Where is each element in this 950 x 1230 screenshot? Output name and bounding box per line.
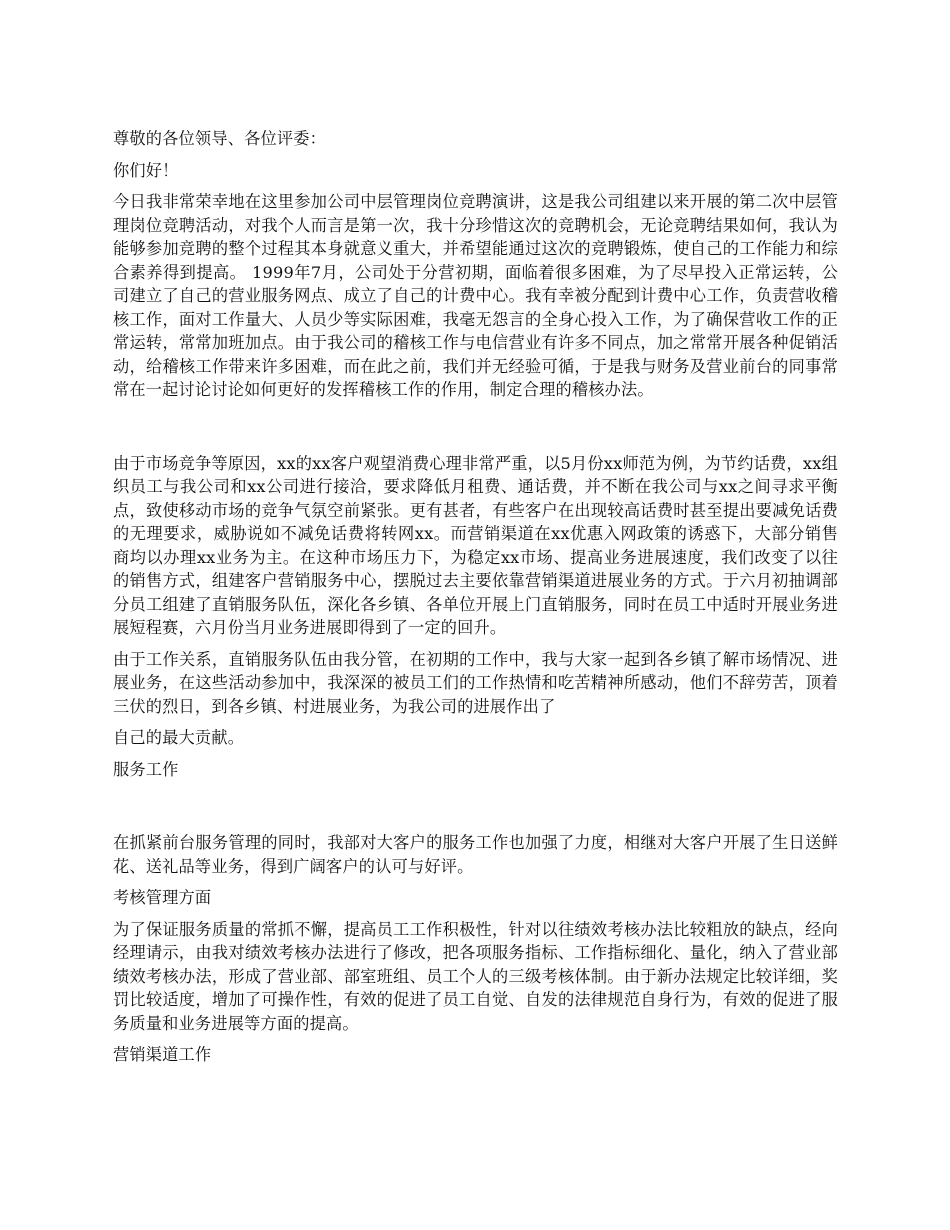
- paragraph-assessment: 为了保证服务质量的常抓不懈，提高员工工作积极性，针对以往绩效考核办法比较粗放的缺点，经向经理请示，由我对绩效考核办法进行了修改，把各项服务指标、工作指标细化、量化，纳入了营业部绩效考核办法，形成了营业部、部室班组、员工个人的三级考核体制。由于新办法规定比较详细，奖罚比较适度，增加了可操作性，有效的促进了员工自觉、自发的法律规范自身行为，有效的促进了服务质量和业务进展等方面的提高。: [113, 919, 838, 1033]
- paragraph-contribution: 自己的最大贡献。: [113, 728, 245, 747]
- paragraph-intro: 今日我非常荣幸地在这里参加公司中层管理岗位竞聘演讲，这是我公司组建以来开展的第二次中层管理岗位竞聘活动，对我个人而言是第一次，我十分珍惜这次的竞聘机会，无论竞聘结果如何，我认为能够参加竞聘的整个过程其本身就意义重大，并希望能通过这次的竞聘锻炼，使自己的工作能力和综合素养得到提高。 1999年7月，公司处于分营初期，面临着很多困难，为了尽早投入正常运转，公司建立了自己的营业服务网点、成立了自己的计费中心。我有幸被分配到计费中心工作，负责营收稽核工作，面对工作量大、人员少等实际困难，我毫无怨言的全身心投入工作，为了确保营收工作的正常运转，常常加班加点。由于我公司的稽核工作与电信营业有许多不同点，加之常常开展各种促销活动，给稽核工作带来许多困难，而在此之前，我们并无经验可循，于是我与财务及营业前台的同事常常在一起讨论讨论如何更好的发挥稽核工作的作用，制定合理的稽核办法。: [113, 192, 838, 399]
- paragraph-direct-sales: 由于工作关系，直销服务队伍由我分管，在初期的工作中，我与大家一起到各乡镇了解市场情况、进展业务，在这些活动参加中，我深深的被员工们的工作热情和吃苦精神所感动，他们不辞劳苦，顶着三伏的烈日，到各乡镇、村进展业务，为我公司的进展作出了: [113, 649, 838, 716]
- paragraph-market: 由于市场竞争等原因，xx的xx客户观望消费心理非常严重，以5月份xx师范为例，为节约话费，xx组织员工与我公司和xx公司进行接洽，要求降低月租费、通话费，并不断在我公司与xx之间寻求平衡点，致使移动市场的竞争气氛空前紧张。更有甚者，有些客户在出现较高话费时甚至提出要减免话费的无理要求，威胁说如不减免话费将转网xx。而营销渠道在xx优惠入网政策的诱惑下，大部分销售商均以办理xx业务为主。在这种市场压力下，为稳定xx市场、提高业务进展速度，我们改变了以往的销售方式，组建客户营销服务中心，摆脱过去主要依靠营销渠道进展业务的方式。于六月初抽调部分员工组建了直销服务队伍，深化各乡镇、各单位开展上门直销服务，同时在员工中适时开展业务进展短程赛，六月份当月业务进展即得到了一定的回升。: [113, 453, 838, 637]
- heading-service: 服务工作: [113, 759, 179, 779]
- heading-assessment: 考核管理方面: [113, 888, 212, 907]
- heading-channel: 营销渠道工作: [113, 1045, 212, 1064]
- greeting: 你们好！: [113, 160, 179, 180]
- paragraph-service: 在抓紧前台服务管理的同时，我部对大客户的服务工作也加强了力度，相继对大客户开展了生日送鲜花、送礼品等业务，得到广阔客户的认可与好评。: [113, 833, 838, 876]
- salutation: 尊敬的各位领导、各位评委：: [113, 129, 327, 148]
